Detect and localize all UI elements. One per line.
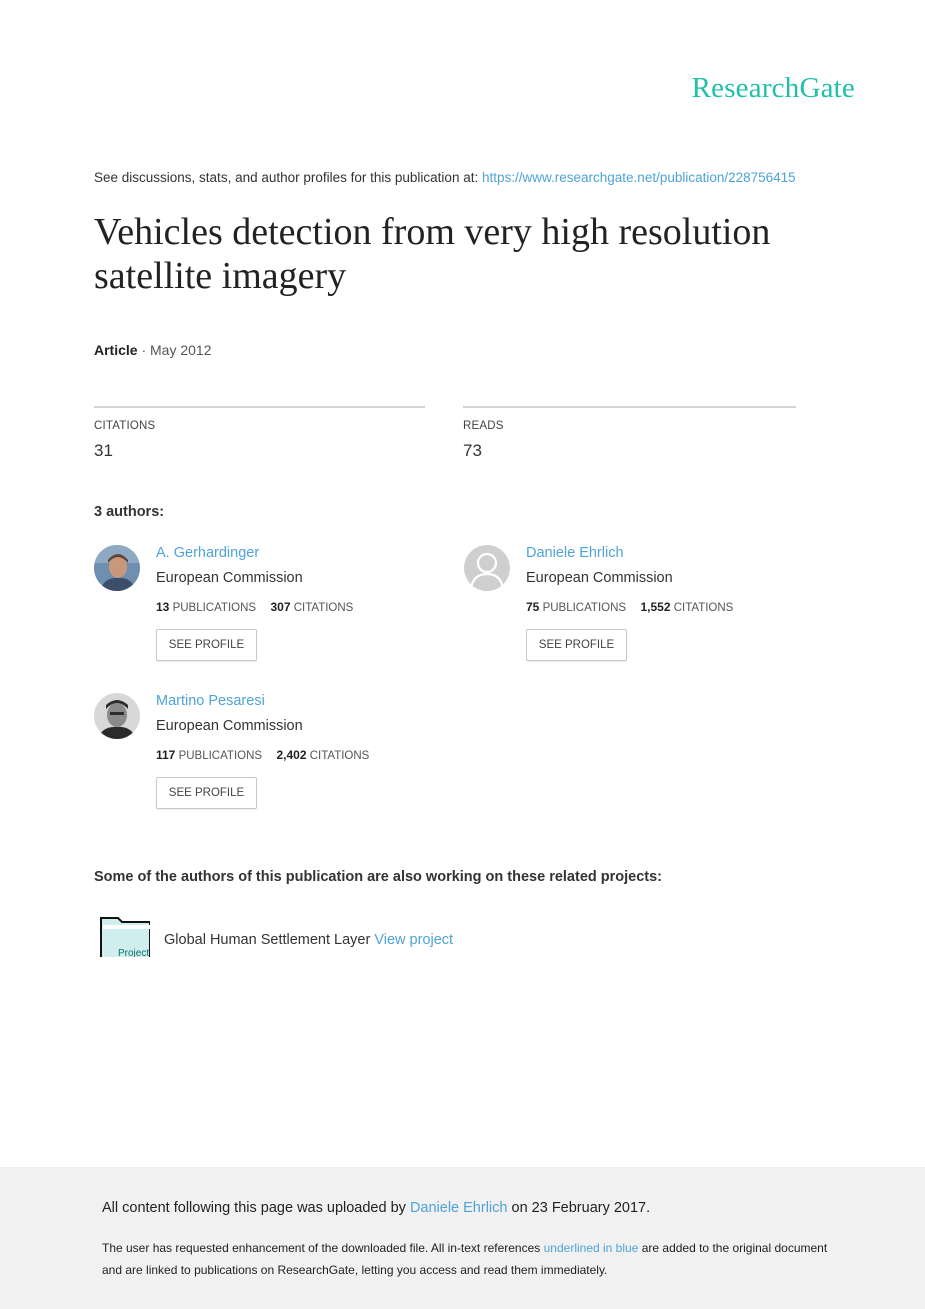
author-citations-count: 2,402 <box>276 748 307 762</box>
uploaded-prefix: All content following this page was uploaded by <box>102 1200 406 1216</box>
author-citations-count: 307 <box>270 600 291 614</box>
author-publications-count: 117 <box>156 748 176 762</box>
citations-label: CITATIONS <box>94 420 156 432</box>
project-folder-icon <box>100 916 150 957</box>
author-card <box>464 545 794 675</box>
author-name-link[interactable]: Daniele Ehrlich <box>526 545 624 561</box>
author-publications-label: PUBLICATIONS <box>542 602 627 614</box>
reads-count: 73 <box>463 441 482 460</box>
author-institution: European Commission <box>156 718 303 734</box>
project-name: Global Human Settlement Layer <box>164 932 371 948</box>
publication-url-link[interactable]: https://www.researchgate.net/publication/228756415 <box>481 170 796 185</box>
author-stats <box>526 600 733 614</box>
related-projects-heading: Some of the authors of this publication are also working on these related projects: <box>94 869 663 885</box>
publication-type: Article <box>94 342 138 358</box>
uploaded-by-line <box>102 1200 650 1216</box>
authors-heading: 3 authors: <box>94 504 165 520</box>
author-name-link[interactable]: Martino Pesaresi <box>156 693 265 709</box>
upload-footer <box>0 1167 925 1309</box>
author-stats <box>156 600 353 614</box>
reads-label: READS <box>463 420 504 432</box>
author-publications-label: PUBLICATIONS <box>178 750 263 762</box>
note-suffix: are added to the original document and are linked to publications on ResearchGate, letting you access and read them immediately. <box>102 1241 828 1277</box>
author-citations-label: CITATIONS <box>309 750 370 762</box>
see-discussions-text: See discussions, stats, and author profiles for this publication at: <box>94 170 479 185</box>
publication-meta <box>94 342 212 358</box>
author-avatar[interactable] <box>94 693 140 739</box>
see-profile-button[interactable]: SEE PROFILE <box>156 629 257 661</box>
author-card <box>94 545 424 675</box>
author-citations-count: 1,552 <box>640 600 671 614</box>
reads-divider <box>463 406 796 408</box>
citations-divider <box>94 406 425 408</box>
person-placeholder-icon[interactable] <box>464 545 510 591</box>
see-profile-button[interactable]: SEE PROFILE <box>156 777 257 809</box>
underlined-in-blue-text: underlined in blue <box>543 1241 639 1255</box>
enhancement-note <box>102 1237 842 1281</box>
publication-title: Vehicles detection from very high resolution satellite imagery <box>94 211 771 297</box>
author-avatar[interactable] <box>94 545 140 591</box>
view-project-link[interactable]: View project <box>374 932 454 948</box>
author-institution: European Commission <box>156 570 303 586</box>
note-prefix: The user has requested enhancement of the downloaded file. All in-text references <box>102 1241 541 1255</box>
publication-date: · May 2012 <box>141 342 212 358</box>
author-name-link[interactable]: A. Gerhardinger <box>156 545 260 561</box>
uploader-link[interactable]: Daniele Ehrlich <box>409 1200 508 1216</box>
author-citations-label: CITATIONS <box>673 602 734 614</box>
project-item <box>164 932 453 948</box>
author-institution: European Commission <box>526 570 673 586</box>
author-stats <box>156 748 369 762</box>
researchgate-logo[interactable]: ResearchGate <box>691 72 855 104</box>
author-publications-count: 75 <box>526 600 540 614</box>
author-publications-count: 13 <box>156 600 170 614</box>
author-card <box>94 693 424 823</box>
uploaded-suffix: on 23 February 2017. <box>511 1200 651 1216</box>
publication-link-line <box>94 170 796 185</box>
see-profile-button[interactable]: SEE PROFILE <box>526 629 627 661</box>
citations-count: 31 <box>94 441 113 460</box>
author-publications-label: PUBLICATIONS <box>172 602 257 614</box>
project-icon-label: Project <box>118 948 150 957</box>
author-citations-label: CITATIONS <box>293 602 354 614</box>
